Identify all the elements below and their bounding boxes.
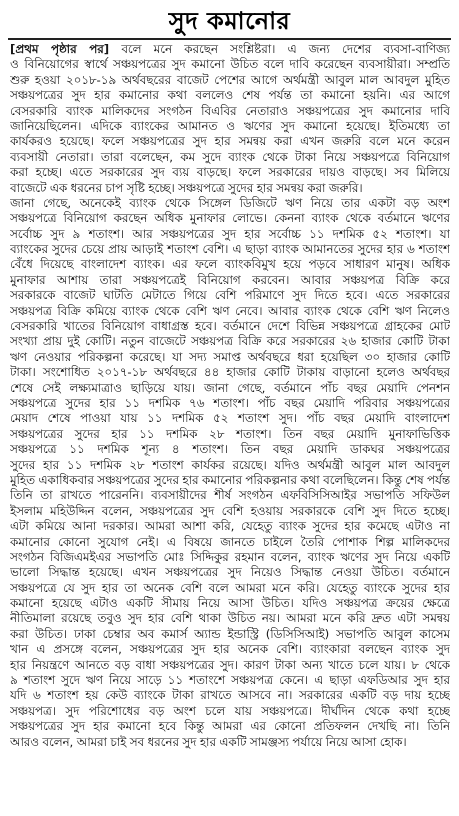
article-line: হার নিয়ন্ত্রণে আনতে বড় বাধা সঞ্চয়পত্রের সুদ। কারণ টাকা অন্য খাতে চলে যায়। ৮ থেকে [10,657,450,672]
article-line: করা হচ্ছে। এতে সরকারের সুদ ব্যয় বাড়ছে। ফলে সরকারের দায়ও বাড়ছে। সব মিলিয়ে [10,165,450,180]
continued-marker: [প্রথম পৃষ্ঠার পর] [10,42,110,56]
article-line: যদি ৬ শতাংশ হয় কেউ ব্যাংকে টাকা রাখতে আসবে না। সরকারের একটি বড় দায় হচ্ছে [10,688,450,703]
article-line: খান এ প্রসঙ্গে বলেন, সঞ্চয়পত্রের সুদ হার অনেক বেশি। ব্যাংকারা বলছেন ব্যাংক সুদ [10,642,450,657]
article-line: মুনাফার আশায় তারা সঞ্চয়পত্রেই বিনিয়োগ করবেন। আবার সঞ্চয়পত্র বিক্রি করে [10,272,450,287]
article-line: সংখ্যা প্রায় দুই কোটি। নতুন বাজেটে সঞ্চয়পত্র বিক্রি করে সরকারের ২৬ হাজার কোটি টাকা [10,334,450,349]
article-line: সঞ্চয়পত্রে বিনিয়োগ করছেন অধিক মুনাফার লোভে। কেননা ব্যাংক থেকে বর্তমানে ঋণের [10,211,450,226]
article-line: সঞ্চয়পত্রে যে সুদ হার তা অনেক বেশি বলে আমরা মনে করি। যেহেতু ব্যাংকে সুদের হার [10,580,450,595]
article-line: আরও বলেন, আমরা চাই সব ধরনের সুদ হার একটি সামঞ্জস্য পর্যায়ে নিয়ে আসা হোক। [10,734,407,749]
article-line [10,42,450,57]
article-line: ইসলাম মহিউদ্দিন বলেন, সঞ্চয়পত্রের সুদ বেশি হওয়ায় সরকারকে বেশি সুদ দিতে হচ্ছে। [10,503,450,518]
article-line: সঞ্চয়পত্রের সুদ হার কমানোর কথা বললেও শেষ পর্যন্ত তা কমানো হয়নি। এর আগে [10,88,450,103]
article-line: বেঁধে দিয়েছে বাংলাদেশ ব্যাংক। এর ফলে ব্যাংকবিমুখ হয়ে পড়বে সাধারণ মানুষ। অধিক [10,257,450,272]
article-line: সঞ্চয়পত্রের সুদের হার ১১ দশমিক ২৮ শতাংশ। তিন বছর মেয়াদি মুনাফাভিত্তিক [10,426,450,441]
article-line: কমানো হয়েছে এটাও একটি সীমায় নিয়ে আসা উচিত। যদিও সঞ্চয়পত্র ক্রয়ের ক্ষেত্রে [10,596,450,611]
article-line: সঞ্চয়পত্রে সুদের হার ১১ দশমিক ৭৬ শতাংশ। পাঁচ বছর মেয়াদি পরিবার সঞ্চয়পত্রের [10,395,450,410]
article-line-text: বলে মনে করছেন সংশ্লিষ্টরা। এ জন্য দেশের ব্যবসা-বাণিজ্য [109,42,450,56]
article-line: বেসরকারি ব্যাংক মালিকদের সংগঠন বিএবির নেতারাও সঞ্চয়পত্রের সুদ কমানোর দাবি [10,103,450,118]
article-line: সর্বোচ্চ সুদ ৯ শতাংশ। আর সঞ্চয়পত্রের সুদ হার সর্বোচ্চ ১১ দশমিক ৫২ শতাংশ। যা [10,226,450,241]
article-line: সঞ্চয়পত্র বিক্রি কমিয়ে ব্যাংক থেকে বেশি ঋণ নেবে। আবার ব্যাংক থেকে বেশি ঋণ নিলেও [10,303,450,318]
article-line: করা উচিত। ঢাকা চেম্বার অব কমার্স অ্যান্ড ইন্ডাস্ট্রি (ডিসিসিআই) সভাপতি আবুল কাসেম [10,626,450,641]
article-line: সংগঠন বিজিএমইএর সভাপতি মোঃ সিদ্দিকুর রহমান বলেন, ব্যাংক ঋণের সুদ নিয়ে একটি [10,549,450,564]
article-line: কমানোর কোনো সুযোগ নেই। এ বিষয়ে জানতে চাইলে তৈরি পোশাক শিল্প মালিকদের [10,534,450,549]
article-line: মেয়াদ শেষে পাওয়া যায় ১১ দশমিক ৫২ শতাংশ সুদ। পাঁচ বছর মেয়াদি বাংলাদেশ [10,411,450,426]
article-line: কার্যকরও হয়েছে। ফলে সঞ্চয়পত্রের সুদ হার সমন্বয় করা এখন জরুরি বলে মনে করেন [10,134,450,149]
article-line: সরকারকে বাজেট ঘাটতি মেটাতে গিয়ে বেশি পরিমাণে সুদ দিতে হবে। এতে সরকারের [10,288,450,303]
article-line: সঞ্চয়পত্র। সুদ পরিশোধের বড় অংশ চলে যায় সঞ্চয়পত্রে। দীর্ঘদিন থেকে কথা হচ্ছে [10,703,450,718]
article-line: ভালো সিদ্ধান্ত হয়েছে। এখন সঞ্চয়পত্রের সুদ নিয়েও সিদ্ধান্ত নেওয়া উচিত। বর্তমানে [10,565,450,580]
article-line: শুরু হওয়া ২০১৮-১৯ অর্থবছরের বাজেট পেশের আগে অর্থমন্ত্রী আবুল মাল আবদুল মুহিত [10,72,450,87]
article-line: মুহিত একাধিকবার সঞ্চয়পত্রের সুদের হার কমানোর পরিকল্পনার কথা বলেছিলেন। কিন্তু শেষ পর্যন্ত [10,472,450,487]
article-line: জানিয়েছিলেন। এদিকে ব্যাংকের আমানত ও ঋণের সুদ কমানো হয়েছে। ইতিমধ্যে তা [10,118,450,133]
article-line: সঞ্চয়পত্রে ১১ দশমিক শূন্য ৪ শতাংশ। তিন বছর মেয়াদি ডাকঘর সঞ্চয়পত্রের [10,442,450,457]
article-line: বাজেটে এক ধরনের চাপ সৃষ্টি হচ্ছে। সঞ্চয়পত্রে সুদের হার সমন্বয় করা জরুরি। [10,180,363,195]
article-line: ব্যবসায়ী নেতারা। তারা বলেছেন, কম সুদে ব্যাংক থেকে টাকা নিয়ে সঞ্চয়পত্রে বিনিয়োগ [10,149,450,164]
article-line: ৯ শতাংশ সুদে ঋণ নিয়ে সাড়ে ১১ শতাংশে সঞ্চয়পত্র কেনে। এ ছাড়া এফডিআর সুদ হার [10,673,450,688]
article-line: এটা কমিয়ে আনা দরকার। আমরা আশা করি, যেহেতু ব্যাংক সুদের হার কমেছে এটাও না [10,519,450,534]
article-line: বেসরকারি খাতের বিনিয়োগ বাধাগ্রস্ত হবে। বর্তমানে দেশে বিভিন্ন সঞ্চয়পত্রে গ্রাহকের মোট [10,319,450,334]
article-body [10,42,450,812]
article-line: টাকা। সংশোধিত ২০১৭-১৮ অর্থবছরে ৪৪ হাজার কোটি টাকায় বাড়ানো হলেও অর্থবছর [10,365,450,380]
article-line: তিনি তা রাখতে পারেননি। ব্যবসায়ীদের শীর্ষ সংগঠন এফবিসিসিআইর সভাপতি সফিউল [10,488,450,503]
headline-rule [8,38,451,40]
headline: সুদ কমানোর [168,7,291,35]
article-line: ঋণ নেওয়ার পরিকল্পনা করেছে। যা সদ্য সমাপ্ত অর্থবছরে ধরা হয়েছিল ৩০ হাজার কোটি [10,349,450,364]
article-line: সুদের হার ১১ দশমিক ২৮ শতাংশ কার্যকর রয়েছে। যদিও অর্থমন্ত্রী আবুল মাল আবদুল [10,457,450,472]
article-line: সঞ্চয়পত্রের সুদ হার কমানো হবে কিন্তু আমরা এর কোনো প্রতিফলন দেখছি না। তিনি [10,719,450,734]
article-line: ব্যাংকের সুদের চেয়ে প্রায় আড়াই শতাংশ বেশি। এ ছাড়া ব্যাংক আমানতের সুদের হার ৬ শতাংশ [10,242,450,257]
article-line: ও বিনিয়োগের স্বার্থে সঞ্চয়পত্রের সুদ কমানো উচিত বলে দাবি করেছেন ব্যবসায়ীরা। সম্প্রতি [10,57,450,72]
article-line: জানা গেছে, অনেকেই ব্যাংক থেকে সিঙ্গেল ডিজিটে ঋণ নিয়ে তার একটা বড় অংশ [10,195,450,210]
article-line: নীতিমালা রয়েছে তবুও সুদ হার বেশি থাকা উচিত নয়। আমরা মনে করি দ্রুত এটা সমন্বয় [10,611,450,626]
article-line: শেষে সেই লক্ষ্যমাত্রাও ছাড়িয়ে যায়। জানা গেছে, বর্তমানে পাঁচ বছর মেয়াদি পেনশন [10,380,450,395]
